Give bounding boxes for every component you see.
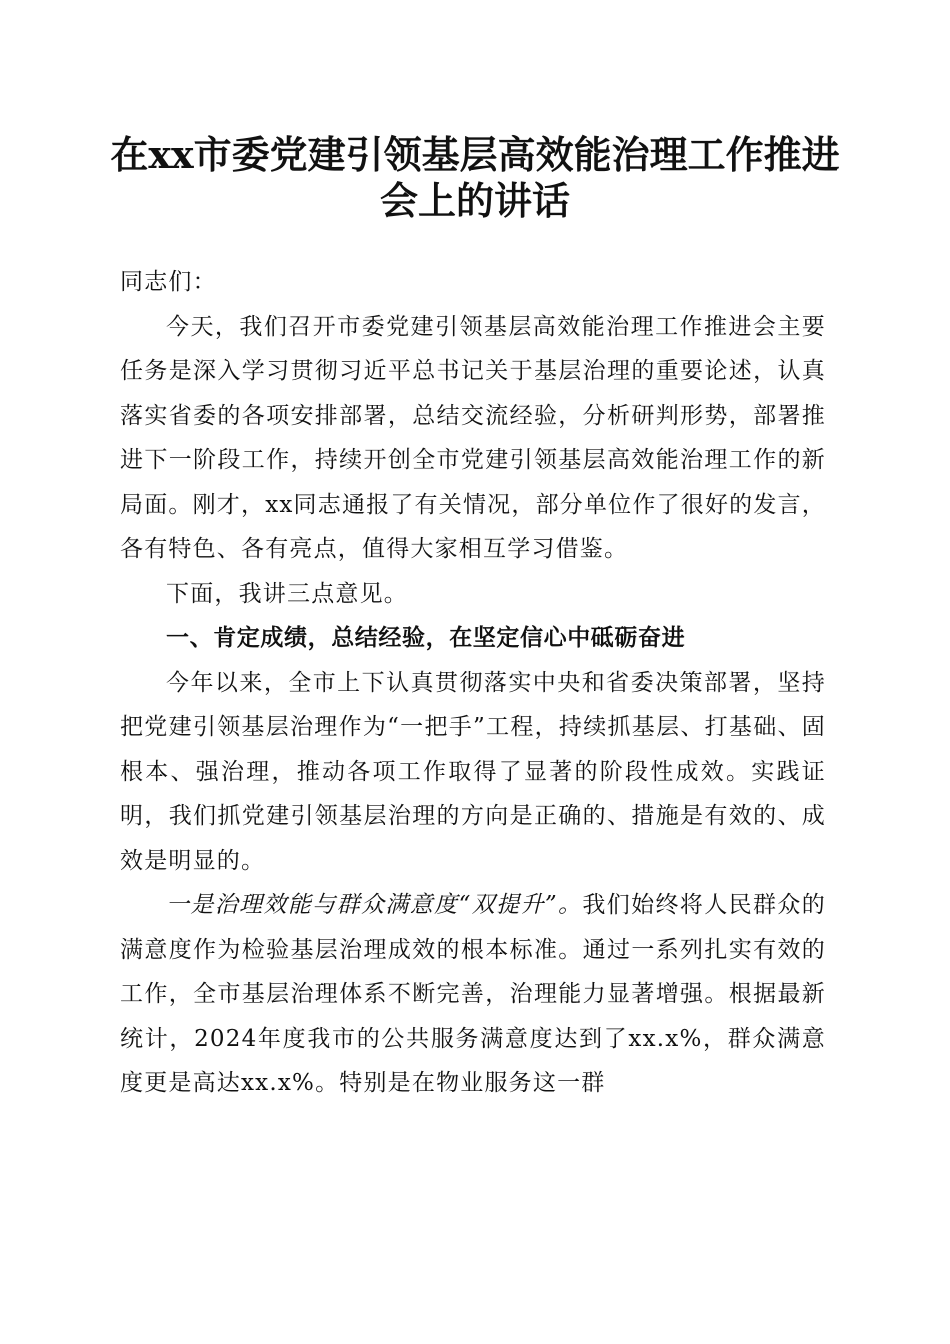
section-heading-1: 一、肯定成绩，总结经验，在坚定信心中砥砺奋进 bbox=[166, 625, 686, 651]
paragraph-point1 bbox=[120, 883, 826, 1106]
paragraph-intro: 今天，我们召开市委党建引领基层高效能治理工作推进会主要任务是深入学习贯彻习近平总书记关于基层治理的重要论述，认真落实省委的各项安排部署，总结交流经验，分析研判形势，部署推进下一阶段工作，持续开创全市党建引领基层高效能治理工作的新局面。刚才，xx同志通报了有关情况，部分单位作了很好的发言，各有特色、各有亮点，值得大家相互学习借鉴。 bbox=[120, 313, 826, 562]
point1-body: 我们始终将人民群众的满意度作为检验基层治理成效的根本标准。通过一系列扎实有效的工作，全市基层治理体系不断完善，治理能力显著增强。根据最新统计，2024年度我市的公共服务满意度达到了xx.x%，群众满意度更是高达xx.x%。特别是在物业服务这一群 bbox=[120, 892, 827, 1096]
paragraph-transition: 下面，我讲三点意见。 bbox=[166, 580, 408, 607]
document-title: 在xx市委党建引领基层高效能治理工作推进会上的讲话 bbox=[110, 132, 840, 223]
point1-lead: 一是治理效能与群众满意度“双提升”。 bbox=[166, 892, 583, 918]
document-body bbox=[120, 260, 826, 1106]
paragraph-section1: 今年以来，全市上下认真贯彻落实中央和省委决策部署，坚持把党建引领基层治理作为“一把手”工程，持续抓基层、打基础、固根本、强治理，推动各项工作取得了显著的阶段性成效。实践证明，我们抓党建引领基层治理的方向是正确的、措施是有效的、成效是明显的。 bbox=[120, 669, 826, 874]
salutation: 同志们： bbox=[120, 269, 217, 295]
